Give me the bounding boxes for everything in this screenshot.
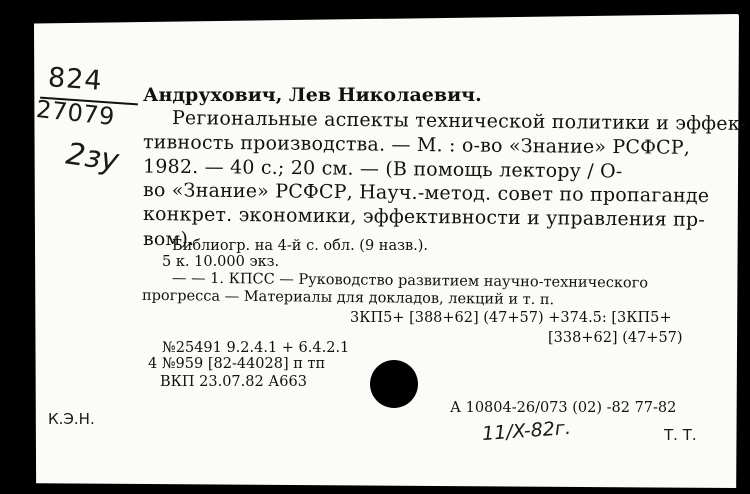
initials-right: Т. Т. xyxy=(664,426,697,444)
author-heading: Андрухович, Лев Николаевич. xyxy=(143,84,482,106)
classification-line-1: 3КП5+ [388+62] (47+57) +374.5: [3КП5+ xyxy=(350,310,672,326)
description-line-4: во «Знание» РСФСР, Науч.-метод. совет по пропаганде xyxy=(142,179,710,207)
catalog-code: А 10804-26/073 (02) -82 77-82 xyxy=(450,400,677,416)
record-number: №25491 9.2.4.1 + 6.4.2.1 xyxy=(162,340,350,356)
copies-count: 5 к. 10.000 экз. xyxy=(162,254,280,270)
punch-hole xyxy=(370,360,418,408)
order-line: 4 №959 [82-44028] п тп xyxy=(148,356,326,372)
subject-line-2: прогресса — Материалы для докладов, лекций и т. п. xyxy=(141,287,555,309)
description-line-5: конкрет. экономики, эффективности и управления пр- xyxy=(142,203,706,231)
inventory-number: 27079 xyxy=(34,94,117,132)
description-line-1: Региональные аспекты технической политики и эффек- xyxy=(171,106,747,136)
handwritten-date: 11/X-82г. xyxy=(481,416,572,446)
description-line-2: тивность производства. — М. : о-во «Знание» РСФСР, xyxy=(142,131,691,159)
description-line-3: 1982. — 40 с.; 20 см. — (В помощь лектору / О- xyxy=(142,155,623,183)
vkp-line: ВКП 23.07.82 А663 xyxy=(160,374,307,390)
initials-left: К.Э.Н. xyxy=(48,410,95,428)
shelf-number: 824 xyxy=(46,62,104,97)
bibliography-note: Библиогр. на 4-й с. обл. (9 назв.). xyxy=(172,238,429,254)
subject-line-1: — — 1. КПСС — Руководство развитием научно-технического xyxy=(171,270,649,292)
handwritten-note: 2зу xyxy=(63,136,121,179)
description-line-6: вом). xyxy=(143,228,195,250)
classification-line-2: [338+62] (47+57) xyxy=(548,330,683,346)
